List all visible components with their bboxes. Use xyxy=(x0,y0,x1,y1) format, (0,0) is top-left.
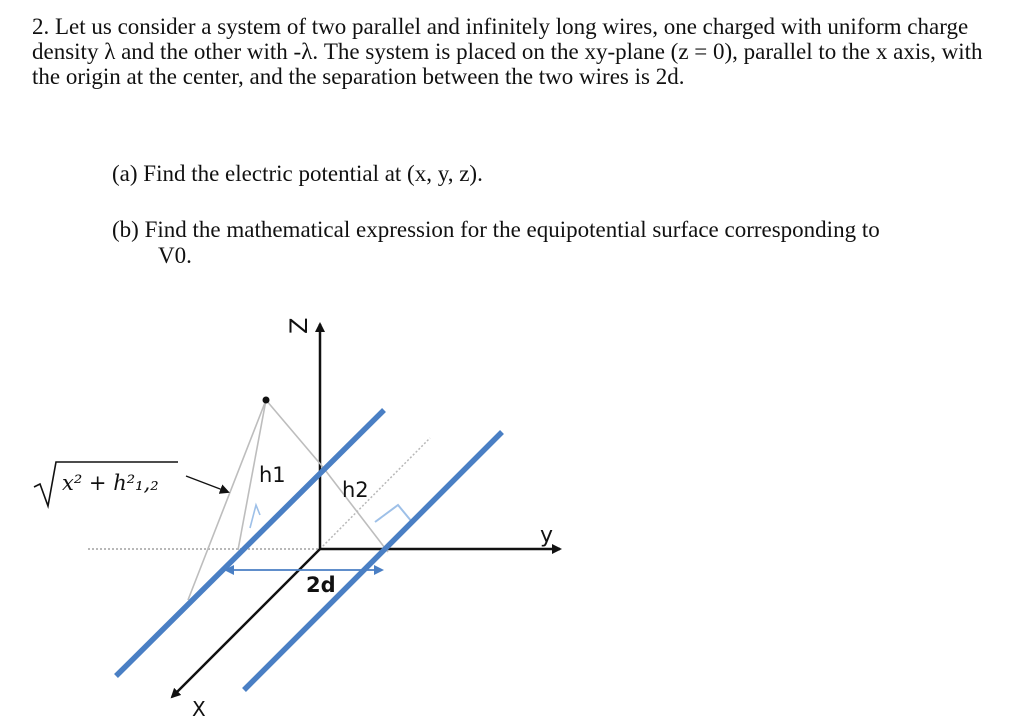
distance-expression xyxy=(34,462,178,506)
h2-label: h2 xyxy=(342,478,369,502)
problem-body: Let us consider a system of two parallel and infinitely long wires, one charged with uniform charge density λ and the other with -λ. The system is placed on the xy-plane (z = 0), parallel to the x axis, with the origin at the center, and the separation between the two wires is 2d. xyxy=(32,14,983,89)
construction-line-3 xyxy=(266,400,322,466)
separation-label: 2d xyxy=(306,573,336,597)
wire-lambda xyxy=(116,410,384,676)
wires-diagram xyxy=(0,300,1024,726)
x-axis-label: X xyxy=(192,697,206,721)
expression-pointer-arrow xyxy=(186,476,228,492)
field-point-dot xyxy=(263,397,270,404)
y-axis-label: y xyxy=(540,523,554,548)
part-a-label: (a) xyxy=(112,161,138,186)
part-b xyxy=(112,217,992,269)
right-angle-marker-h2 xyxy=(375,505,412,522)
part-a xyxy=(112,161,992,187)
part-b-continuation: V0. xyxy=(158,243,192,268)
part-b-label: (b) xyxy=(112,217,139,242)
problem-statement xyxy=(32,14,1002,89)
part-a-text: Find the electric potential at (x, y, z). xyxy=(143,161,483,186)
distance-expression-body: x² + h²₁,₂ xyxy=(62,471,159,495)
problem-number: 2. xyxy=(32,14,50,39)
h1-label: h1 xyxy=(259,463,286,487)
x-axis xyxy=(172,549,320,697)
right-angle-marker-h1 xyxy=(250,505,260,528)
z-axis-label: Z xyxy=(285,317,313,334)
part-b-text: Find the mathematical expression for the equipotential surface corresponding to xyxy=(144,217,880,242)
problem-text xyxy=(32,14,1002,89)
